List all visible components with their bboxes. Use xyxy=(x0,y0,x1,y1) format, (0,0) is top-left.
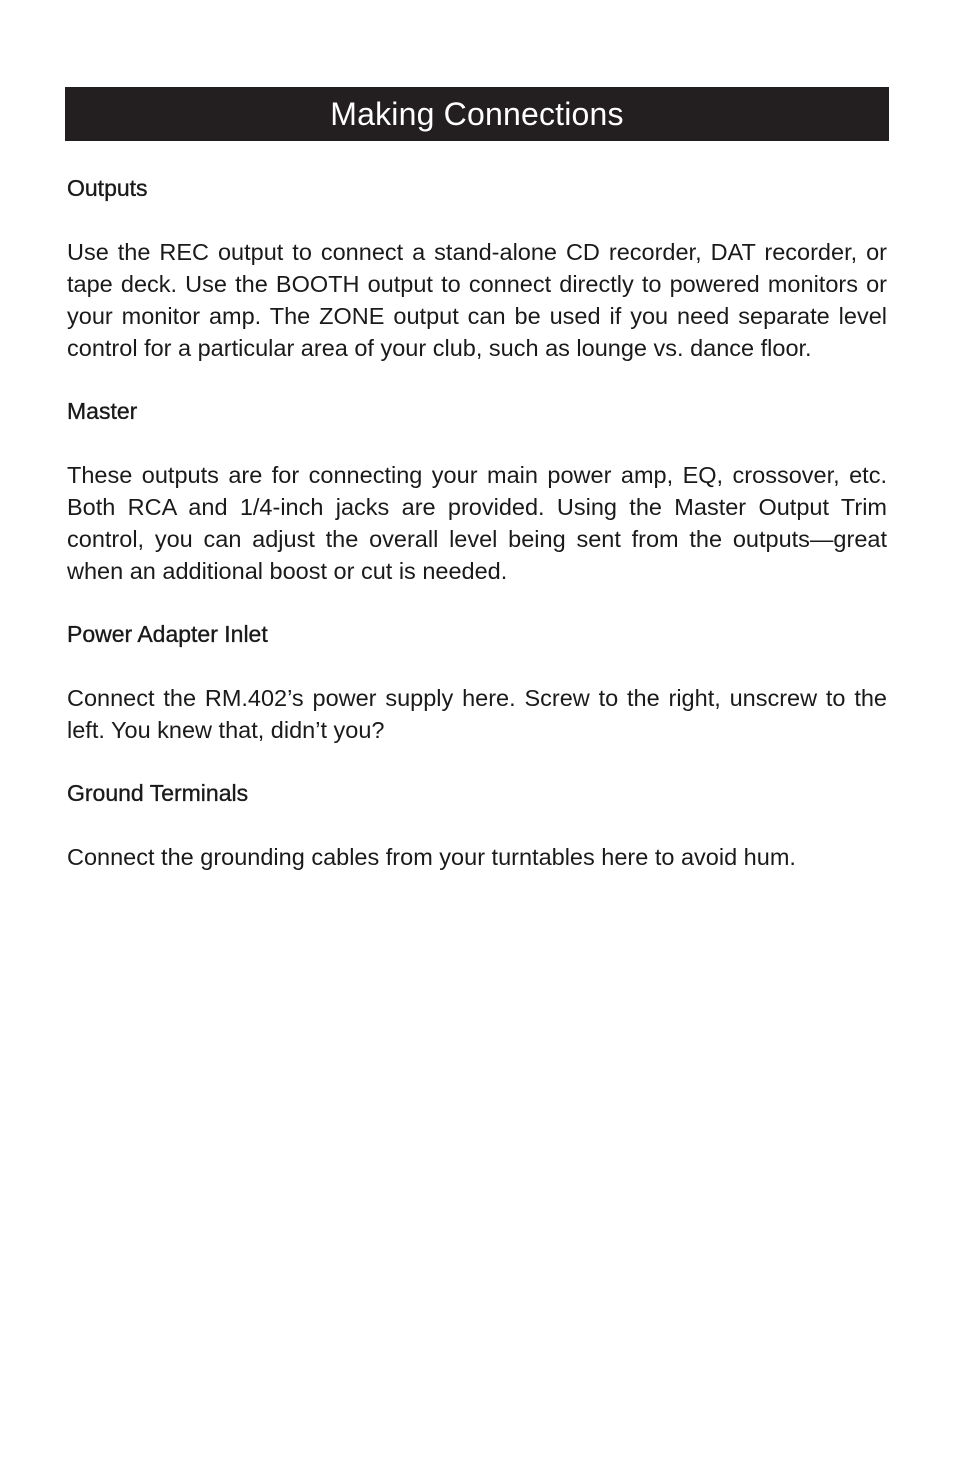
page-title-bar xyxy=(65,87,889,141)
section-master xyxy=(67,395,887,587)
section-power-adapter-inlet xyxy=(67,618,887,746)
section-body: These outputs are for connecting your main power amp, EQ, crossover, etc. Both RCA and 1/4-inch jacks are provided. Using the Master Output Trim control, you can adjust the overall level being sent from the outputs—great when an additional boost or cut is needed. xyxy=(67,462,887,584)
section-heading: Master xyxy=(67,398,138,424)
section-outputs xyxy=(67,172,887,364)
section-body: Connect the grounding cables from your turntables here to avoid hum. xyxy=(67,844,796,870)
section-heading: Ground Terminals xyxy=(67,780,249,806)
page-content xyxy=(67,172,887,904)
section-ground-terminals xyxy=(67,777,887,873)
section-heading: Outputs xyxy=(67,175,148,201)
section-heading: Power Adapter Inlet xyxy=(67,621,268,647)
section-body: Use the REC output to connect a stand-alone CD recorder, DAT recorder, or tape deck. Use the BOOTH output to connect directly to powered monitors or your monitor amp. The ZONE output can be used if you need separate level control for a particular area of your club, such as lounge vs. dance floor. xyxy=(67,239,887,361)
section-body: Connect the RM.402’s power supply here. Screw to the right, unscrew to the left. You knew that, didn’t you? xyxy=(67,685,887,743)
page-title: Making Connections xyxy=(330,95,624,132)
